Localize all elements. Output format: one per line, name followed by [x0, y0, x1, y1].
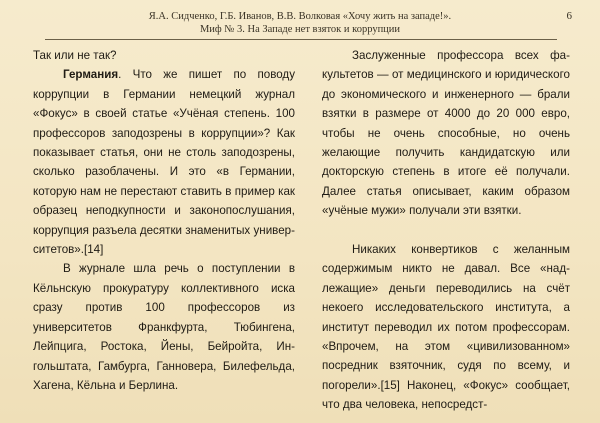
header-authors-title: Я.А. Сидченко, Г.Б. Иванов, В.В. Волковая «Хочу жить на западе!». — [148, 11, 452, 22]
paragraph-germany — [33, 65, 295, 259]
running-header — [0, 10, 600, 36]
paragraph: Никаких конвертиков с желанным содержимым никто не давал. Все «надлежащие» деньги переводились на счёт некоего исследовательского института, а институт переводил их потом профессорам. «Впрочем, на этом «цивилизованном» посредник взяточник, судя по всему, и погорели».[15] Наконец, «Фокус» сообщает, что два человека, непосредст- — [322, 243, 570, 412]
paragraph: Заслуженные профессора всех факультетов — от медицинского и юридического до экономического и инженерного — брали взятки в размере от 4000 до 20 000 евро, чтобы не очень способные, но очень желающие получить кандидатскую или докторскую степень в итоге её получали. Далее статья описывает, каким образом «учёные мужи» получали эти взятки. — [322, 49, 570, 218]
header-chapter-title: Миф № 3. На Западе нет взяток и коррупции — [199, 24, 401, 35]
keyword-germany: Германия — [63, 68, 119, 82]
page-number: 6 — [566, 10, 572, 22]
left-column — [33, 46, 295, 395]
header-divider — [45, 39, 557, 40]
paragraph: Так или не так? — [33, 49, 117, 62]
paragraph-text: . Что же пишет по поводу коррупции в Германии немецкий журнал «Фокус» в своей статье «Учёная степень. 100 профессоров заподозрены в коррупции»? Как показывает статья, они не столь заподозрены, сколько разоблачены. И это «в Германии, которую нам не перестают ставить в пример как образец неподкупности и законопослушания, коррупция разъела десятки знаменитых университетов».[14] — [33, 68, 295, 257]
paragraph: В журнале шла речь о поступлении в Кёльнскую прокуратуру коллективного иска сразу против 100 профессоров из университетов Франкфурта, Тюбингена, Лейпцига, Ростока, Йены, Бейройта, Ингольштата, Гамбурга, Ганновера, Билефельда, Хагена, Кёльна и Берлина. — [33, 262, 295, 392]
right-column — [322, 46, 570, 415]
